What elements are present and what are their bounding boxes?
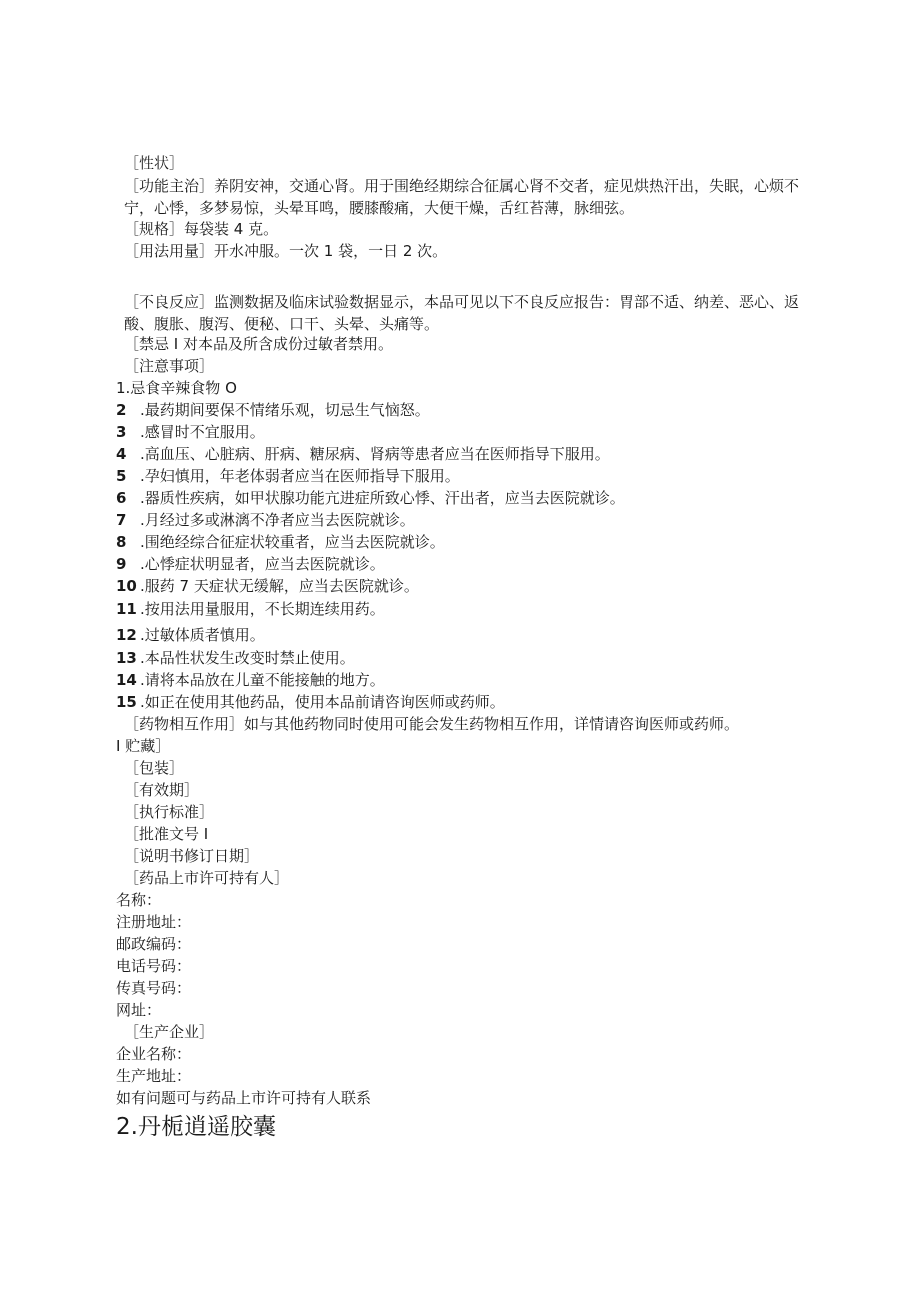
precaution-num: 13: [116, 649, 137, 667]
precaution-text: .最药期间要保不情绪乐观，切忌生气恼怒。: [140, 401, 430, 419]
fax-label: 传真号码：: [116, 979, 192, 997]
precaution-item: [116, 444, 610, 465]
holder-name-label: 名称：: [116, 891, 162, 909]
section-expiry: ［有效期］: [124, 781, 200, 799]
precaution-item-1: 1.忌食辛辣食物 O: [116, 379, 237, 397]
precaution-item: [116, 648, 355, 669]
precaution-item: [116, 599, 385, 620]
precaution-text: .心悸症状明显者，应当去医院就诊。: [140, 555, 385, 573]
precaution-item: [116, 400, 430, 421]
precaution-item: [116, 466, 460, 487]
section-properties: ［性状］: [124, 154, 185, 172]
precaution-num: 9: [116, 555, 127, 573]
website-label: 网址：: [116, 1001, 162, 1019]
precaution-text: .请将本品放在儿童不能接触的地方。: [140, 671, 385, 689]
next-drug-heading: 2.丹栀逍遥胶囊: [116, 1114, 276, 1140]
section-packaging: ［包装］: [124, 759, 185, 777]
section-interactions: ［药物相互作用］如与其他药物同时使用可能会发生药物相互作用，详情请咨询医师或药师。: [124, 715, 740, 733]
phone-label: 电话号码：: [116, 957, 192, 975]
precaution-num: 12: [116, 626, 137, 644]
section-storage: I 贮藏］: [116, 737, 171, 755]
precaution-text: .月经过多或淋漓不净者应当去医院就诊。: [140, 511, 415, 529]
precaution-num: 6: [116, 489, 127, 507]
precaution-text: .如正在使用其他药品，使用本品前请咨询医师或药师。: [140, 693, 505, 711]
precaution-item: [116, 625, 265, 646]
precaution-num: 14: [116, 671, 137, 689]
precaution-text: .感冒时不宜服用。: [140, 423, 265, 441]
section-contraindications: ［禁忌 I 对本品及所含成份过敏者禁用。: [124, 335, 393, 353]
precaution-text: .孕妇慎用，年老体弱者应当在医师指导下服用。: [140, 467, 460, 485]
precaution-text: .过敏体质者慎用。: [140, 626, 265, 644]
section-approval-number: ［批准文号 I: [124, 825, 209, 843]
contact-note: 如有问题可与药品上市许可持有人联系: [116, 1089, 372, 1107]
precaution-num: 11: [116, 600, 137, 618]
precaution-num: 2: [116, 401, 127, 419]
precaution-num: 4: [116, 445, 127, 463]
section-revision-date: ［说明书修订日期］: [124, 847, 260, 865]
registered-address-label: 注册地址：: [116, 913, 192, 931]
production-address-label: 生产地址：: [116, 1067, 192, 1085]
precaution-text: .围绝经综合征症状较重者，应当去医院就诊。: [140, 533, 445, 551]
precaution-num: 7: [116, 511, 127, 529]
precaution-text: .按用法用量服用，不长期连续用药。: [140, 600, 385, 618]
precaution-item: [116, 554, 385, 575]
company-name-label: 企业名称：: [116, 1045, 192, 1063]
precaution-item: [116, 532, 445, 553]
section-manufacturer: ［生产企业］: [124, 1023, 215, 1041]
section-adverse-reactions: ［不良反应］监测数据及临床试验数据显示，本品可见以下不良反应报告：胃部不适、纳差、恶心、返酸、腹胀、腹泻、便秘、口干、头晕、头痛等。: [124, 293, 800, 333]
precaution-num: 10: [116, 577, 137, 595]
precaution-num: 8: [116, 533, 127, 551]
precaution-text: .本品性状发生改变时禁止使用。: [140, 649, 355, 667]
section-indications: ［功能主治］养阴安神，交通心肾。用于围绝经期综合征属心肾不交者，症见烘热汗出，失眠，心烦不宁，心悸，多梦易惊，头晕耳鸣，腰膝酸痛，大便干燥，舌红苔薄，脉细弦。: [124, 177, 800, 217]
section-license-holder: ［药品上市许可持有人］: [124, 869, 290, 887]
precaution-text: .器质性疾病，如甲状腺功能亢进症所致心悸、汗出者，应当去医院就诊。: [140, 489, 625, 507]
section-standard: ［执行标准］: [124, 803, 215, 821]
section-spec: ［规格］每袋装 4 克。: [124, 220, 279, 238]
precaution-num: 3: [116, 423, 127, 441]
precaution-item: [116, 576, 419, 597]
precaution-text: .高血压、心脏病、肝病、糖尿病、肾病等患者应当在医师指导下服用。: [140, 445, 610, 463]
section-precautions-title: ［注意事项］: [124, 357, 215, 375]
precaution-item: [116, 670, 385, 691]
precaution-item: [116, 488, 625, 509]
precaution-item: [116, 692, 505, 713]
postcode-label: 邮政编码：: [116, 935, 192, 953]
precaution-num: 15: [116, 693, 137, 711]
precaution-item: [116, 422, 265, 443]
precaution-item: [116, 510, 415, 531]
section-dosage: ［用法用量］开水冲服。一次 1 袋，一日 2 次。: [124, 242, 448, 260]
precaution-text: .服药 7 天症状无缓解，应当去医院就诊。: [140, 577, 419, 595]
precaution-num: 5: [116, 467, 127, 485]
